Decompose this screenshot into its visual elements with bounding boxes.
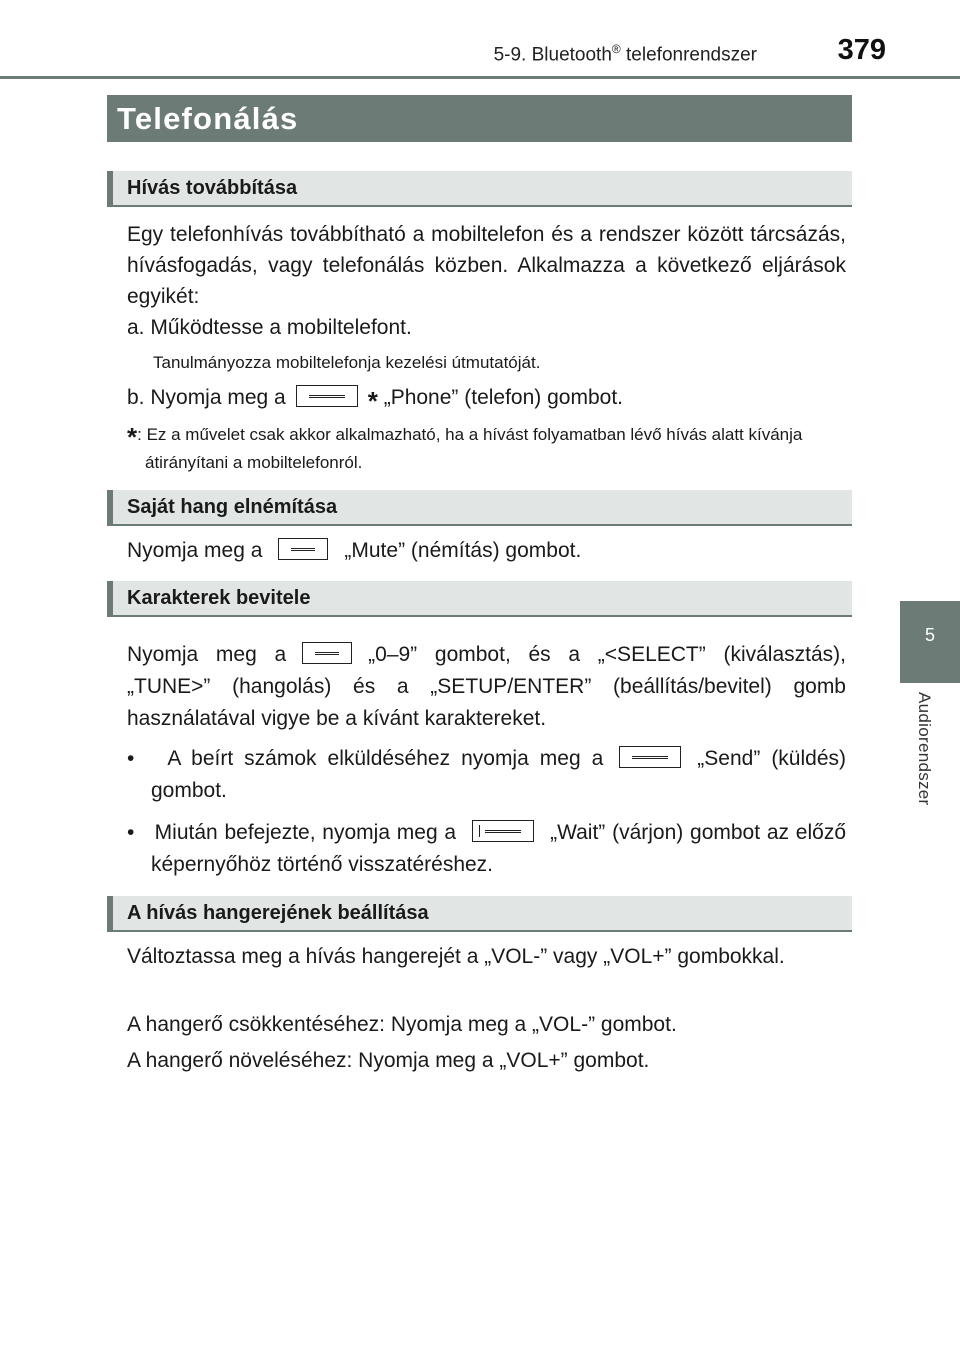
- char-input-instruction: Nyomja meg a „0–9” gombot, és a „<SELECT” (kiválasztás), „TUNE>” (hangolás) és a „SETUP/ENTER” (beállítás/bevitel) gomb használatával vigye be a kívánt karaktereket.: [127, 643, 846, 730]
- send-button-icon: [619, 746, 681, 768]
- footnote-marker: *: [367, 386, 378, 416]
- chapter-label: Audiorendszer: [915, 692, 934, 806]
- keypad-button-icon: [302, 642, 352, 664]
- mute-instruction: Nyomja meg a „Mute” (némítás) gombot.: [127, 539, 582, 562]
- page-title: Telefonálás: [107, 95, 852, 142]
- section-heading-call-transfer: Hívás továbbítása: [107, 171, 852, 207]
- step-a-note: Tanulmányozza mobiltelefonja kezelési útmutatóját.: [153, 353, 541, 372]
- bullet-send: • A beírt számok elküldéséhez nyomja meg a „Send” (küldés) gombot.: [127, 747, 847, 802]
- call-transfer-intro: Egy telefonhívás továbbítható a mobiltelefon és a rendszer között tárcsázás, hívásfogadás, vagy telefonálás közben. Alkalmazza a következő eljárások egyikét:: [127, 223, 846, 308]
- wait-button-icon: [472, 820, 534, 842]
- running-header: 5-9. Bluetooth® telefonrendszer: [493, 42, 757, 66]
- section-heading-char-input: Karakterek bevitele: [107, 581, 852, 617]
- chapter-number: 5: [924, 625, 935, 645]
- footnote: *: Ez a művelet csak akkor alkalmazható, ha a hívást folyamatban lévő hívás alatt kívánja átirányítani a mobiltelefonról.: [127, 422, 803, 472]
- bullet-wait: • Miután befejezte, nyomja meg a „Wait” (várjon) gombot az előző képernyőhöz történő visszatéréshez.: [127, 821, 846, 876]
- step-a: a. Működtesse a mobiltelefont.: [127, 316, 412, 339]
- phone-button-icon: [296, 385, 358, 407]
- page-number: 379: [837, 34, 886, 66]
- mute-button-icon: [278, 538, 328, 560]
- section-heading-volume: A hívás hangerejének beállítása: [107, 896, 852, 932]
- volume-increase: A hangerő növeléséhez: Nyomja meg a „VOL+” gombot.: [127, 1049, 650, 1072]
- volume-decrease: A hangerő csökkentéséhez: Nyomja meg a „VOL-” gombot.: [127, 1013, 677, 1036]
- section-heading-mute: Saját hang elnémítása: [107, 490, 852, 526]
- volume-intro: Változtassa meg a hívás hangerejét a „VOL-” vagy „VOL+” gombokkal.: [127, 945, 785, 968]
- chapter-tab: [900, 601, 960, 683]
- step-b: b. Nyomja meg a * „Phone” (telefon) gombot.: [127, 386, 623, 416]
- header-rule: [0, 76, 960, 79]
